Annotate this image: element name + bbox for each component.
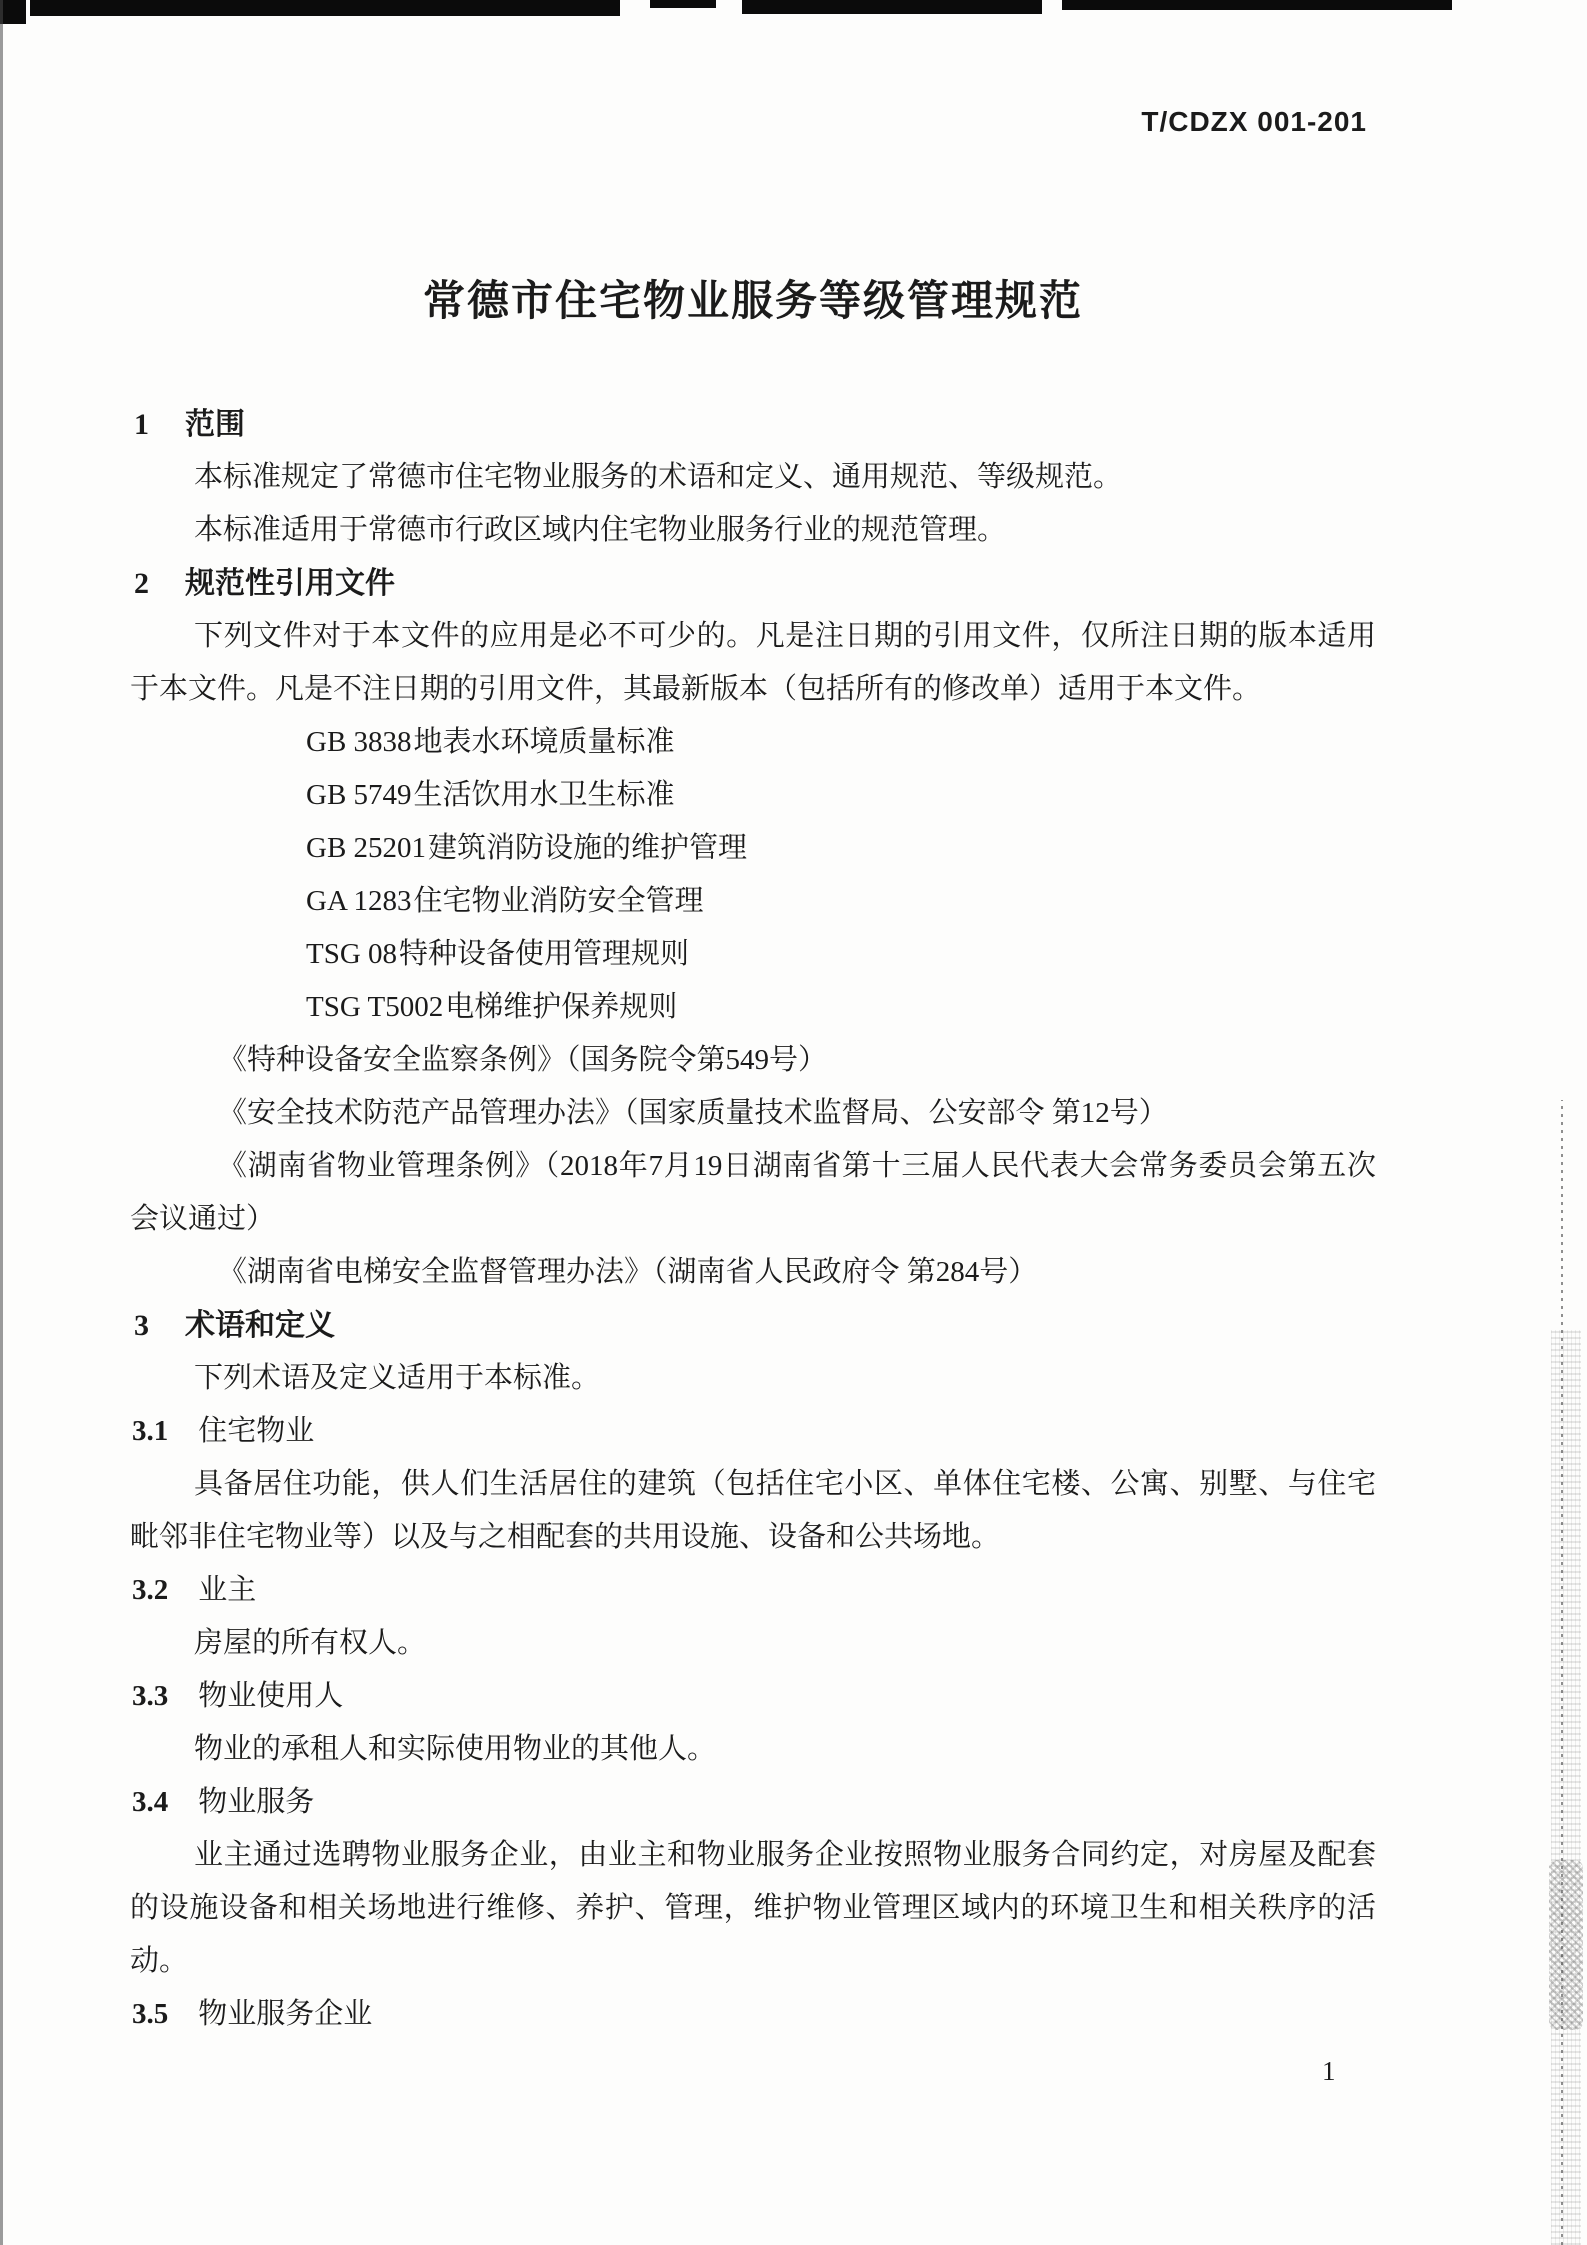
reference-title: 建筑消防设施的维护管理: [428, 832, 748, 864]
reference-title: 地表水环境质量标准: [413, 726, 675, 758]
scan-artifact-right-noise: [1561, 1100, 1563, 2245]
reference-code: GA 1283: [306, 885, 412, 917]
term-number: 3.5: [132, 1998, 169, 2030]
section-heading: [130, 557, 1376, 610]
paragraph: 下列术语及定义适用于本标准。: [194, 1362, 601, 1394]
term-heading: [130, 1776, 1376, 1829]
document-reference: 《安全技术防范产品管理办法》（国家质量技术监督局、公安部令 第12号）: [218, 1097, 1168, 1129]
term-definition: 具备居住功能，供人们生活居住的建筑（包括住宅小区、单体住宅楼、公寓、别墅、与住宅毗邻非住宅物业等）以及与之相配套的共用设施、设备和公共场地。: [130, 1468, 1376, 1553]
reference-code: GB 5749: [306, 779, 412, 811]
section-title: 范围: [185, 408, 245, 441]
document-body: [130, 398, 1376, 2041]
term-name: 住宅物业: [198, 1415, 315, 1447]
reference-title: 特种设备使用管理规则: [399, 938, 690, 970]
term-heading: [130, 1988, 1376, 2041]
reference-code: GB 3838: [306, 726, 412, 758]
term-number: 3.1: [132, 1415, 169, 1447]
section-title: 规范性引用文件: [185, 567, 395, 600]
section-heading: [130, 1299, 1376, 1352]
term-name: 物业服务: [198, 1786, 315, 1818]
scan-artifact-top: [650, 0, 716, 8]
term-name: 业主: [198, 1574, 257, 1606]
scan-artifact-right-noise: [1551, 1330, 1581, 2245]
document-reference: 《湖南省电梯安全监督管理办法》（湖南省人民政府令 第284号）: [218, 1256, 1038, 1288]
term-number: 3.2: [132, 1574, 169, 1606]
paragraph: 下列文件对于本文件的应用是必不可少的。凡是注日期的引用文件，仅所注日期的版本适用于本文件。凡是不注日期的引用文件，其最新版本（包括所有的修改单）适用于本文件。: [130, 620, 1376, 705]
section-title: 术语和定义: [185, 1309, 335, 1342]
term-definition: 物业的承租人和实际使用物业的其他人。: [194, 1733, 717, 1765]
scan-artifact-right-noise: [1549, 1860, 1583, 2030]
section-number: 1: [134, 408, 149, 441]
page-title: 常德市住宅物业服务等级管理规范: [422, 277, 1083, 324]
reference-item: [130, 875, 1376, 928]
scan-artifact-left-edge: [0, 0, 3, 2245]
scan-artifact-top: [30, 0, 620, 16]
section-number: 2: [134, 567, 149, 600]
term-heading: [130, 1670, 1376, 1723]
reference-item: [130, 716, 1376, 769]
reference-title: 电梯维护保养规则: [445, 991, 678, 1023]
page-number: 1: [1322, 2056, 1336, 2086]
document-reference: 《特种设备安全监察条例》（国务院令第549号）: [218, 1044, 828, 1076]
term-heading: [130, 1564, 1376, 1617]
term-number: 3.4: [132, 1786, 169, 1818]
reference-code: TSG T5002: [306, 991, 444, 1023]
reference-item: [130, 981, 1376, 1034]
document-reference: 《湖南省物业管理条例》（2018年7月19日湖南省第十三届人民代表大会常务委员会第五次会议通过）: [130, 1150, 1376, 1235]
paragraph: 本标准适用于常德市行政区域内住宅物业服务行业的规范管理。: [194, 514, 1007, 546]
term-name: 物业使用人: [198, 1680, 344, 1712]
reference-title: 住宅物业消防安全管理: [413, 885, 704, 917]
reference-item: [130, 928, 1376, 981]
reference-item: [130, 769, 1376, 822]
scan-artifact-top: [0, 0, 26, 24]
term-heading: [130, 1405, 1376, 1458]
term-number: 3.3: [132, 1680, 169, 1712]
reference-item: [130, 822, 1376, 875]
reference-code: TSG 08: [306, 938, 398, 970]
document-number: T/CDZX 001-201: [1141, 106, 1367, 137]
term-definition: 房屋的所有权人。: [194, 1627, 427, 1659]
term-definition: 业主通过选聘物业服务企业，由业主和物业服务企业按照物业服务合同约定，对房屋及配套的设施设备和相关场地进行维修、养护、管理，维护物业管理区域内的环境卫生和相关秩序的活动。: [130, 1839, 1376, 1977]
paragraph: 本标准规定了常德市住宅物业服务的术语和定义、通用规范、等级规范。: [194, 461, 1123, 493]
scan-artifact-top: [742, 0, 1042, 14]
section-number: 3: [134, 1309, 149, 1342]
reference-title: 生活饮用水卫生标准: [413, 779, 675, 811]
section-heading: [130, 398, 1376, 451]
reference-code: GB 25201: [306, 832, 427, 864]
term-name: 物业服务企业: [198, 1998, 373, 2030]
scan-artifact-top: [1062, 0, 1452, 10]
